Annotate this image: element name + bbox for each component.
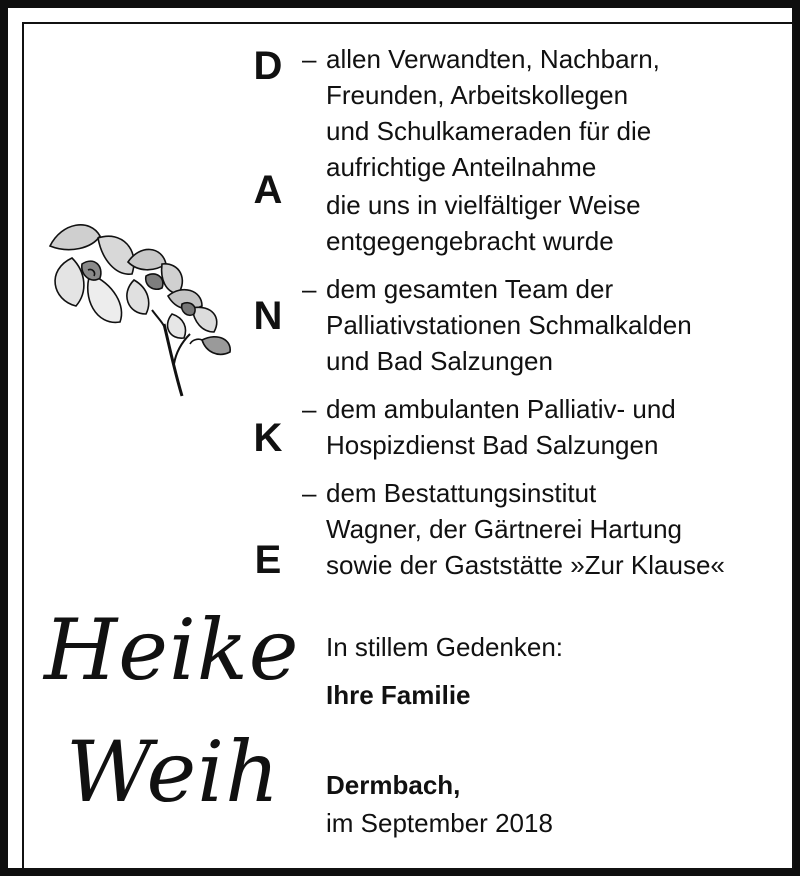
heading-letter-k: K bbox=[253, 416, 283, 460]
thanks-line: und Bad Salzungen bbox=[326, 346, 553, 376]
thanks-line: und Schulkameraden für die bbox=[326, 116, 652, 146]
heading-letter-n: N bbox=[253, 294, 283, 338]
list-dash: – bbox=[302, 394, 317, 424]
thanks-line: Freunden, Arbeitskollegen bbox=[326, 80, 629, 110]
place: Dermbach, bbox=[326, 770, 461, 800]
orchid-bud bbox=[190, 337, 230, 355]
thanks-line: die uns in vielfältiger Weise bbox=[326, 190, 641, 220]
orchid-flower bbox=[168, 290, 217, 339]
deceased-first-name: Heike bbox=[44, 601, 300, 699]
thanks-line: – allen Verwandten, Nachbarn, bbox=[302, 44, 660, 74]
list-dash: – bbox=[302, 44, 317, 74]
thanks-line: Palliativstationen Schmalkalden bbox=[326, 310, 692, 340]
thanks-line: entgegengebracht wurde bbox=[326, 226, 614, 256]
thanks-line: aufrichtige Anteilnahme bbox=[326, 152, 597, 182]
orchid-illustration bbox=[42, 214, 238, 400]
heading-letter-a: A bbox=[253, 168, 283, 212]
heading-letter-d: D bbox=[253, 44, 283, 88]
thanks-line: sowie der Gaststätte »Zur Klause« bbox=[326, 550, 725, 580]
heading-letter-e: E bbox=[254, 538, 282, 582]
remembrance-text: In stillem Gedenken: bbox=[326, 632, 564, 662]
deceased-last-name: Weih bbox=[66, 723, 281, 821]
list-dash: – bbox=[302, 274, 317, 304]
family-signature: Ihre Familie bbox=[326, 680, 471, 710]
thanks-line: – dem gesamten Team der bbox=[302, 274, 614, 304]
thanks-line: Wagner, der Gärtnerei Hartung bbox=[326, 514, 682, 544]
orchid-flower bbox=[50, 225, 134, 323]
thanks-line: – dem ambulanten Palliativ- und bbox=[302, 394, 676, 424]
list-dash: – bbox=[302, 478, 317, 508]
thanks-line: – dem Bestattungsinstitut bbox=[302, 478, 597, 508]
thanks-line: Hospizdienst Bad Salzungen bbox=[326, 430, 659, 460]
date: im September 2018 bbox=[326, 808, 553, 838]
